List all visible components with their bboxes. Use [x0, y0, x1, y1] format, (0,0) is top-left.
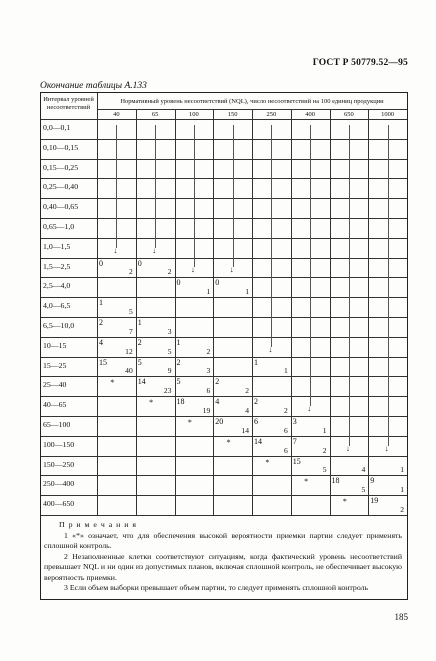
sample-size-number: 14 — [241, 425, 249, 435]
sample-size-number: 4 — [245, 406, 249, 415]
down-arrow-icon: ↓ — [152, 245, 157, 255]
acceptance-number: * — [110, 378, 115, 388]
notes-title: П р и м е ч а н и я — [59, 520, 137, 529]
row-rule — [41, 317, 407, 318]
acceptance-number: 4 — [99, 337, 103, 347]
acceptance-number: 0 — [215, 278, 220, 288]
acceptance-number: 15 — [292, 456, 301, 466]
acceptance-number: * — [187, 418, 192, 427]
continuation-line — [388, 125, 389, 446]
row-rule — [41, 436, 407, 437]
row-rule — [41, 475, 407, 476]
row-interval-label: 400—650 — [43, 499, 75, 509]
acceptance-number: 19 — [370, 496, 379, 506]
row-interval-label: 0,15—0,25 — [43, 162, 79, 172]
column-rule — [330, 109, 331, 515]
nql-group-header: Нормативный уровень несоответствий (NQL), число несоответствий на 100 единиц продукции — [120, 98, 384, 105]
row-interval-label: 0,10—0,15 — [43, 142, 79, 152]
row-rule — [41, 198, 407, 199]
sample-size-number: 3 — [206, 366, 211, 376]
row-rule — [41, 495, 407, 496]
sample-size-number: 5 — [361, 485, 366, 495]
continuation-line — [116, 125, 117, 248]
row-interval-label: 0,65—1,0 — [43, 222, 75, 231]
sample-size-number: 2 — [322, 445, 327, 455]
nql-column-header: 400 — [305, 111, 315, 118]
sample-size-number: 4 — [361, 465, 366, 475]
row-rule — [41, 357, 407, 358]
acceptance-number: 2 — [137, 337, 142, 347]
acceptance-number: 0 — [99, 258, 103, 268]
row-interval-label: 25—40 — [43, 380, 67, 390]
sample-size-number: 1 — [322, 425, 327, 435]
table-caption: Окончание таблицы А.133 — [40, 81, 147, 91]
sample-size-number: 40 — [125, 366, 133, 376]
sample-size-number: 6 — [283, 425, 288, 435]
acceptance-number: 1 — [254, 357, 258, 367]
continuation-line — [271, 125, 272, 347]
acceptance-number: 6 — [254, 417, 258, 426]
nql-column-header: 65 — [151, 111, 159, 118]
row-rule — [41, 456, 407, 457]
sample-size-number: 5 — [128, 307, 133, 316]
sample-size-number: 9 — [167, 366, 172, 376]
acceptance-number: 1 — [99, 298, 103, 308]
row-interval-label: 150—250 — [43, 459, 75, 469]
row-rule — [41, 297, 407, 298]
down-arrow-icon: ↓ — [229, 265, 234, 275]
acceptance-number: 7 — [292, 436, 297, 446]
acceptance-number: 18 — [331, 476, 340, 486]
acceptance-number: 15 — [99, 357, 107, 367]
acceptance-number: 2 — [176, 357, 181, 367]
sample-size-number: 2 — [167, 267, 172, 277]
acceptance-number: 18 — [176, 397, 185, 407]
row-interval-label: 1,5—2,5 — [43, 261, 71, 271]
sample-size-number: 1 — [400, 485, 404, 495]
sample-size-number: 2 — [283, 406, 288, 415]
down-arrow-icon: ↓ — [190, 265, 195, 275]
note-1: 1 «*» означает, что для обеспечения высокой вероятности приемки партии следует применять сплошной контроль. — [44, 530, 402, 550]
down-arrow-icon: ↓ — [345, 443, 350, 453]
acceptance-number: * — [149, 398, 154, 408]
row-rule — [41, 139, 407, 140]
acceptance-number: 14 — [137, 377, 146, 387]
sample-size-number: 1 — [206, 287, 211, 297]
row-interval-label: 6,5—10,0 — [43, 321, 75, 330]
acceptance-number: 5 — [137, 357, 142, 367]
note-3: 3 Если объем выборки превышает объем партии, то следует применять сплошной контроль — [64, 583, 369, 592]
sample-size-number: 2 — [400, 505, 404, 514]
acceptance-number: 1 — [176, 337, 181, 347]
first-column-rule — [97, 93, 98, 515]
row-rule — [41, 178, 407, 179]
down-arrow-icon: ↓ — [384, 443, 389, 453]
row-interval-label: 65—100 — [43, 420, 71, 429]
row-rule — [41, 258, 407, 259]
nql-column-header: 250 — [266, 111, 277, 118]
sample-size-number: 23 — [163, 386, 172, 396]
row-rule — [41, 337, 407, 338]
row-rule — [41, 396, 407, 397]
continuation-line — [310, 125, 311, 406]
sample-size-number: 2 — [128, 267, 133, 277]
sample-size-number: 6 — [283, 445, 288, 455]
acceptance-number: * — [304, 477, 309, 487]
sample-size-number: 7 — [128, 326, 133, 336]
notes-block — [44, 520, 402, 594]
acceptance-number: 0 — [176, 278, 181, 288]
acceptance-number: 1 — [137, 318, 142, 327]
row-rule — [41, 218, 407, 219]
acceptance-number: * — [342, 497, 347, 507]
row-interval-label: 250—400 — [43, 479, 75, 489]
row-interval-label: 2,5—4,0 — [43, 281, 71, 291]
column-rule — [213, 109, 214, 515]
note-2: 2 Незаполненные клетки соответствуют ситуациям, когда фактический уровень несоответствий превышает NQL и ни один из допустимых планов, включая сплошной контроль, не обеспечивает высокую вероятность приемки. — [44, 551, 402, 582]
column-rule — [136, 109, 137, 515]
acceptance-number: 4 — [215, 397, 220, 407]
row-rule — [41, 376, 407, 377]
row-interval-label: 15—25 — [43, 360, 67, 370]
row-interval-label: 40—65 — [43, 400, 67, 410]
row-interval-label: 0,40—0,65 — [43, 202, 79, 212]
document-header: ГОСТ Р 50779.52—95 — [312, 58, 408, 68]
acceptance-number: 2 — [254, 397, 258, 407]
row-rule — [41, 515, 407, 516]
acceptance-number: 3 — [292, 417, 297, 426]
nql-column-header: 650 — [344, 111, 354, 118]
down-arrow-icon: ↓ — [268, 344, 273, 354]
column-rule — [175, 109, 176, 515]
acceptance-number: 2 — [215, 377, 220, 387]
sample-size-number: 2 — [206, 346, 211, 356]
acceptance-number: 0 — [137, 258, 142, 268]
row-interval-label: 0,25—0,40 — [43, 182, 79, 192]
row-interval-label: 1,0—1,5 — [43, 241, 71, 251]
sample-size-number: 3 — [167, 326, 172, 336]
row-rule — [41, 277, 407, 278]
acceptance-number: 14 — [254, 436, 262, 446]
row-interval-label: 100—150 — [43, 439, 75, 449]
nql-column-header: 40 — [113, 111, 120, 118]
nql-column-header: 100 — [189, 111, 199, 118]
sample-size-number: 1 — [283, 366, 288, 376]
sample-size-number: 12 — [125, 346, 133, 356]
acceptance-number: * — [265, 457, 270, 467]
acceptance-number: 2 — [99, 318, 103, 327]
continuation-line — [349, 125, 350, 446]
row-rule — [41, 159, 407, 160]
sample-size-number: 19 — [202, 406, 211, 415]
acceptance-number: 20 — [215, 417, 224, 426]
acceptance-number: * — [226, 437, 231, 447]
sample-size-number: 5 — [167, 346, 172, 356]
acceptance-number: 5 — [176, 377, 181, 387]
row-interval-label: 4,0—6,5 — [43, 301, 71, 311]
row-rule — [41, 416, 407, 417]
down-arrow-icon: ↓ — [113, 245, 118, 255]
continuation-line — [155, 125, 156, 248]
sample-size-number: 2 — [245, 386, 249, 396]
continuation-line — [194, 125, 195, 267]
sample-size-number: 6 — [206, 386, 211, 396]
page-number: 185 — [394, 612, 408, 622]
continuation-line — [233, 125, 234, 267]
nql-column-header: 150 — [227, 111, 238, 118]
row-interval-label: 10—15 — [43, 340, 67, 350]
sample-size-number: 5 — [322, 465, 327, 475]
first-column-header: Интервал уровней несоответствий — [43, 96, 94, 111]
acceptance-number: 9 — [370, 476, 375, 486]
row-rule — [41, 238, 407, 239]
header-bottom-rule — [41, 119, 407, 120]
row-interval-label: 0,0—0,1 — [43, 123, 71, 132]
sample-size-number: 1 — [400, 465, 404, 475]
column-rule — [368, 109, 369, 515]
down-arrow-icon: ↓ — [307, 404, 312, 413]
sample-size-number: 1 — [245, 287, 249, 297]
nql-column-header: 1000 — [381, 111, 395, 118]
